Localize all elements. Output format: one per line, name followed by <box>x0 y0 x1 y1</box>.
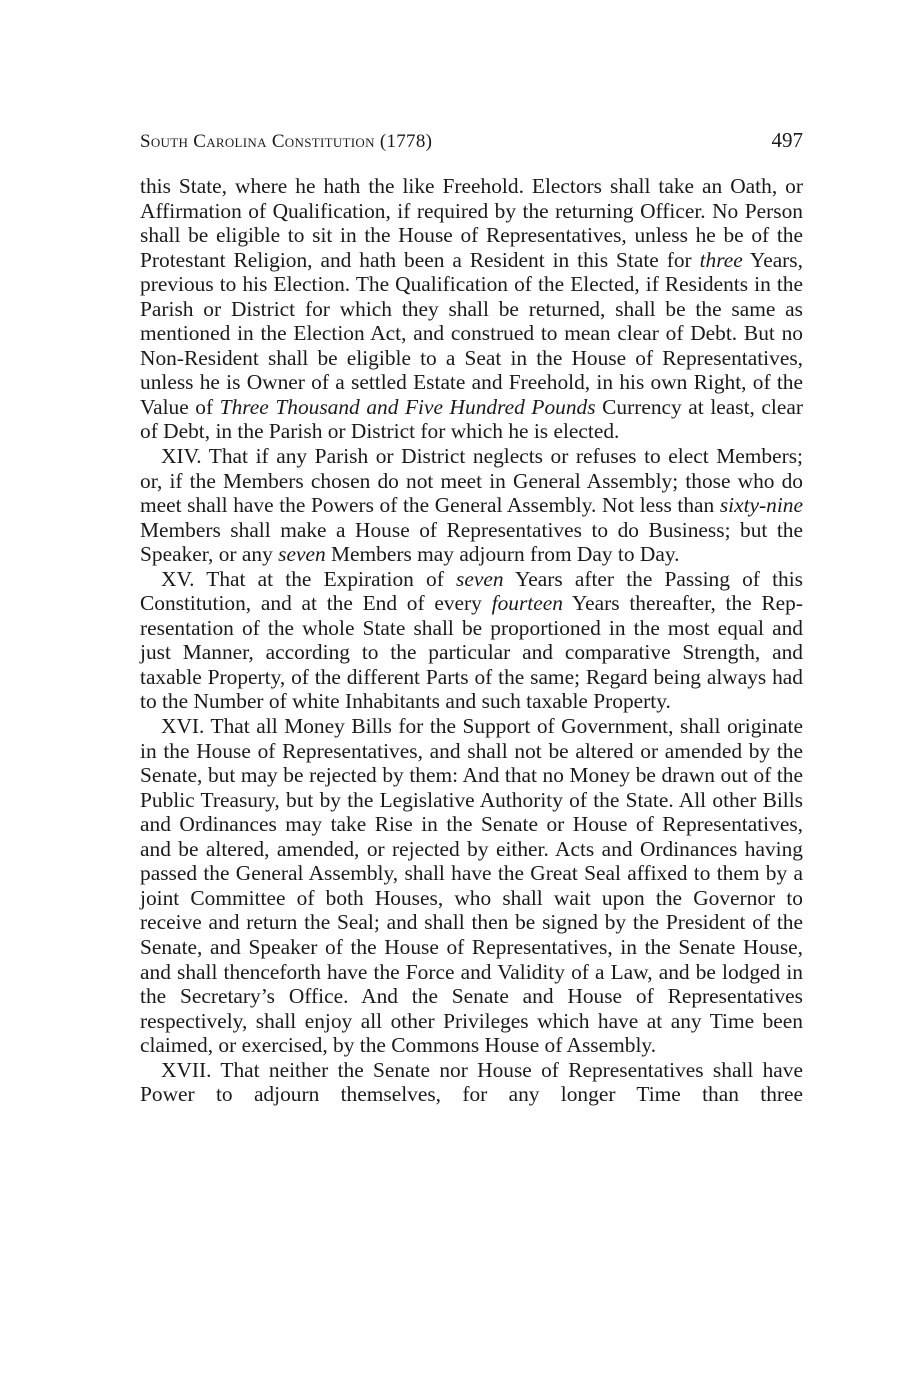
page-number: 497 <box>771 128 803 152</box>
article-xvii-paragraph <box>140 1058 803 1107</box>
text-run: Members shall make a House of Representatives to do Business; but the Speaker, or any <box>140 517 803 567</box>
text-run: XIV. That if any Parish or District neglects or refuses to elect Members; or, if the Members chosen do not meet in General Assembly; those who do meet shall have the Powers of the General Assembly. Not less than <box>140 444 803 518</box>
text-run: Members may adjourn from Day to Day. <box>325 542 680 567</box>
book-page <box>140 128 803 1107</box>
italic-text: sixty-nine <box>719 493 803 518</box>
italic-text: seven <box>456 566 504 591</box>
text-run: Years after the Passing of this Constitution, and at the End of every <box>140 566 803 616</box>
article-xiv-paragraph <box>140 444 803 567</box>
article-xv-paragraph <box>140 567 803 714</box>
italic-text: Three Thousand and Five Hundred Pounds <box>219 394 596 419</box>
text-run: Currency at least, clear of Debt, in the Parish or District for which he is elected. <box>140 394 803 444</box>
text-run: XVI. That all Money Bills for the Support of Government, shall originate in the House of Representatives, and shall not be altered or amended by the Senate, but may be rejected by them: And that no Money be drawn out of the Public Treasury, but by the Legislative Authority of the State. All other Bills and Ordinances may take Rise in the Senate or House of Representatives, and be altered, amended, or rejected by either. Acts and Ordinances having passed the General Assembly, shall have the Great Seal affixed to them by a joint Committee of both Houses, who shall wait upon the Governor to receive and return the Seal; and shall then be signed by the President of the Senate, and Speaker of the House of Representatives, in the Senate House, and shall thenceforth have the Force and Validity of a Law, and be lodged in the Secretary’s Office. And the Senate and House of Representatives respectively, shall enjoy all other Privileges which have at any Time been claimed, or exercised, by the Commons House of Assembly. <box>140 714 803 1058</box>
body-text <box>140 174 803 1107</box>
italic-text: seven <box>278 542 326 567</box>
running-head <box>140 128 803 162</box>
italic-text: three <box>699 247 743 272</box>
text-run: Years, previous to his Election. The Qualification of the Elected, if Residents in the Parish or District for which they shall be returned, shall be the same as mentioned in the Election Act, and construed to mean clear of Debt. But no Non-Resident shall be eligible to a Seat in the House of Representatives, unless he is Owner of a settled Estate and Freehold, in his own Right, of the Value of <box>140 247 803 419</box>
text-run: XVII. That neither the Senate nor House of Representatives shall have Power to adjourn themselves, for any longer Time than three <box>140 1057 803 1107</box>
running-title: South Carolina Constitution (1778) <box>140 131 433 152</box>
text-run: this State, where he hath the like Freehold. Electors shall take an Oath, or Affirmation of Qualification, if required by the returning Officer. No Person shall be eligible to sit in the House of Representatives, unless he be of the Protestant Religion, and hath been a Resident in this State for <box>140 174 803 272</box>
italic-text: fourteen <box>491 591 563 616</box>
text-run: Years thereafter, the Representation of the whole State shall be proportioned in the most equal and just Manner, according to the particular and comparative Strength, and taxable Property, of the different Parts of the same; Regard being always had to the Number of white Inhabitants and such taxable Property. <box>140 591 804 714</box>
paragraph-continuation <box>140 174 803 444</box>
text-run: XV. That at the Expiration of <box>161 566 457 591</box>
article-xvi-paragraph <box>140 714 803 1058</box>
